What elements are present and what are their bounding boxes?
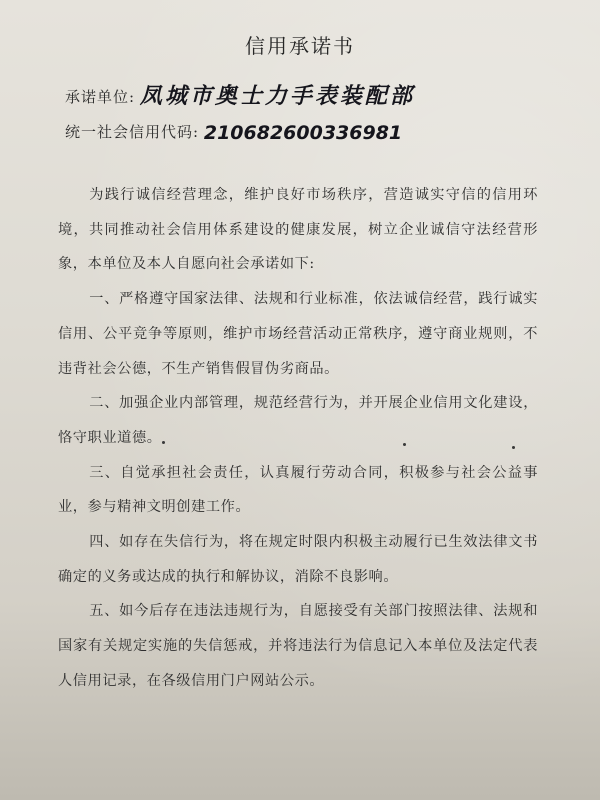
paper-speck xyxy=(403,443,406,446)
credit-code-handwritten-value: 210682600336981 xyxy=(203,122,403,144)
commitment-item-4: 四、如存在失信行为，将在规定时限内积极主动履行已生效法律文书确定的义务或达成的执行和解协议，消除不良影响。 xyxy=(58,534,538,585)
commitment-item-1: 一、严格遵守国家法律、法规和行业标准，依法诚信经营，践行诚实信用、公平竞争等原则，维护市场经营活动正常秩序，遵守商业规则，不违背社会公德，不生产销售假冒伪劣商品。 xyxy=(58,291,538,377)
commitment-item-5: 五、如今后存在违法违规行为，自愿接受有关部门按照法律、法规和国家有关规定实施的失信惩戒，并将违法行为信息记入本单位及法定代表人信用记录，在各级信用门户网站公示。 xyxy=(58,603,538,689)
commitment-item-3: 三、自觉承担社会责任，认真履行劳动合同，积极参与社会公益事业，参与精神文明创建工作。 xyxy=(58,464,538,516)
paper-speck xyxy=(512,446,515,449)
paper-speck xyxy=(162,441,165,444)
promising-unit-field xyxy=(65,78,415,109)
credit-code-label: 统一社会信用代码: xyxy=(65,123,200,141)
document-title: 信用承诺书 xyxy=(245,34,355,58)
credit-code-field xyxy=(65,120,402,142)
commitment-item-2: 二、加强企业内部管理，规范经营行为，并开展企业信用文化建设，恪守职业道德。 xyxy=(58,395,538,446)
promising-unit-label: 承诺单位: xyxy=(65,88,136,106)
promising-unit-handwritten-value: 凤城市奥士力手表装配部 xyxy=(139,84,415,109)
intro-paragraph: 为践行诚信经营理念，维护良好市场秩序，营造诚实守信的信用环境，共同推动社会信用体系建设的健康发展，树立企业诚信守法经营形象，本单位及本人自愿向社会承诺如下: xyxy=(58,187,538,273)
commitment-body xyxy=(58,178,538,699)
